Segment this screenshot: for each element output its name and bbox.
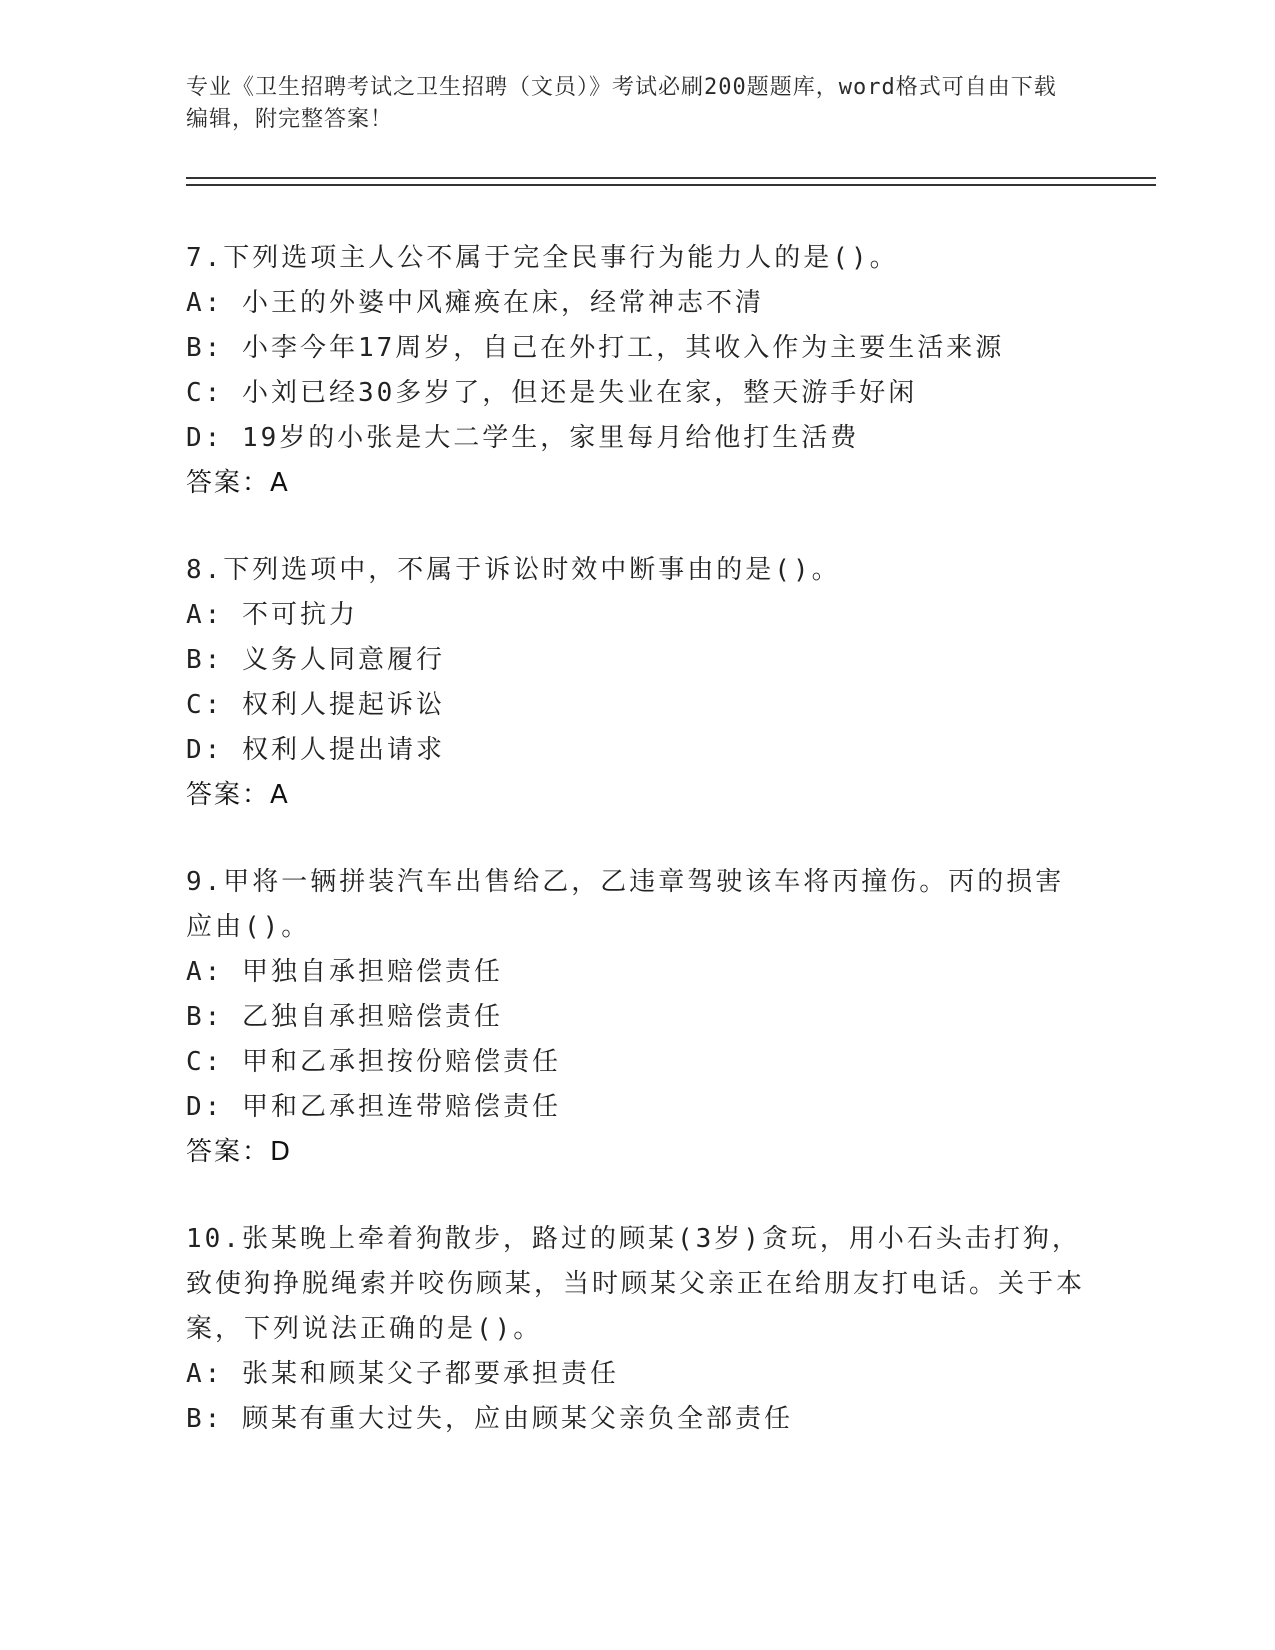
option-a: A: 甲独自承担赔偿责任 bbox=[186, 957, 503, 987]
option-c: C: 权利人提起诉讼 bbox=[186, 690, 445, 720]
answer: 答案：D bbox=[186, 1137, 293, 1167]
question-list bbox=[186, 236, 1086, 1484]
option-a: A: 小王的外婆中风瘫痪在床，经常神志不清 bbox=[186, 288, 764, 318]
header-divider-bottom bbox=[186, 184, 1156, 186]
question-9 bbox=[186, 860, 1086, 1175]
option-d: D: 19岁的小张是大二学生，家里每月给他打生活费 bbox=[186, 423, 860, 453]
question-8 bbox=[186, 548, 1086, 818]
option-b: B: 顾某有重大过失，应由顾某父亲负全部责任 bbox=[186, 1404, 793, 1434]
question-10 bbox=[186, 1217, 1086, 1442]
question-7 bbox=[186, 236, 1086, 506]
question-stem: 9.甲将一辆拼装汽车出售给乙，乙违章驾驶该车将丙撞伤。丙的损害应由()。 bbox=[186, 867, 1065, 942]
option-a: A: 张某和顾某父子都要承担责任 bbox=[186, 1359, 619, 1389]
option-d: D: 甲和乙承担连带赔偿责任 bbox=[186, 1092, 561, 1122]
answer: 答案：A bbox=[186, 468, 290, 498]
option-a: A: 不可抗力 bbox=[186, 600, 358, 630]
option-c: C: 甲和乙承担按份赔偿责任 bbox=[186, 1047, 561, 1077]
question-stem: 10.张某晚上牵着狗散步，路过的顾某(3岁)贪玩，用小石头击打狗，致使狗挣脱绳索并咬伤顾某，当时顾某父亲正在给朋友打电话。关于本案，下列说法正确的是()。 bbox=[186, 1224, 1086, 1344]
question-stem: 8.下列选项中，不属于诉讼时效中断事由的是()。 bbox=[186, 555, 841, 585]
header-divider-top bbox=[186, 177, 1156, 179]
answer: 答案：A bbox=[186, 780, 290, 810]
option-b: B: 乙独自承担赔偿责任 bbox=[186, 1002, 503, 1032]
option-d: D: 权利人提出请求 bbox=[186, 735, 445, 765]
document-header: 专业《卫生招聘考试之卫生招聘（文员）》考试必刷200题题库，word格式可自由下载编辑，附完整答案！ bbox=[186, 75, 1057, 132]
option-b: B: 义务人同意履行 bbox=[186, 645, 445, 675]
option-b: B: 小李今年17周岁，自己在外打工，其收入作为主要生活来源 bbox=[186, 333, 1005, 363]
option-c: C: 小刘已经30多岁了，但还是失业在家，整天游手好闲 bbox=[186, 378, 918, 408]
question-stem: 7.下列选项主人公不属于完全民事行为能力人的是()。 bbox=[186, 243, 899, 273]
